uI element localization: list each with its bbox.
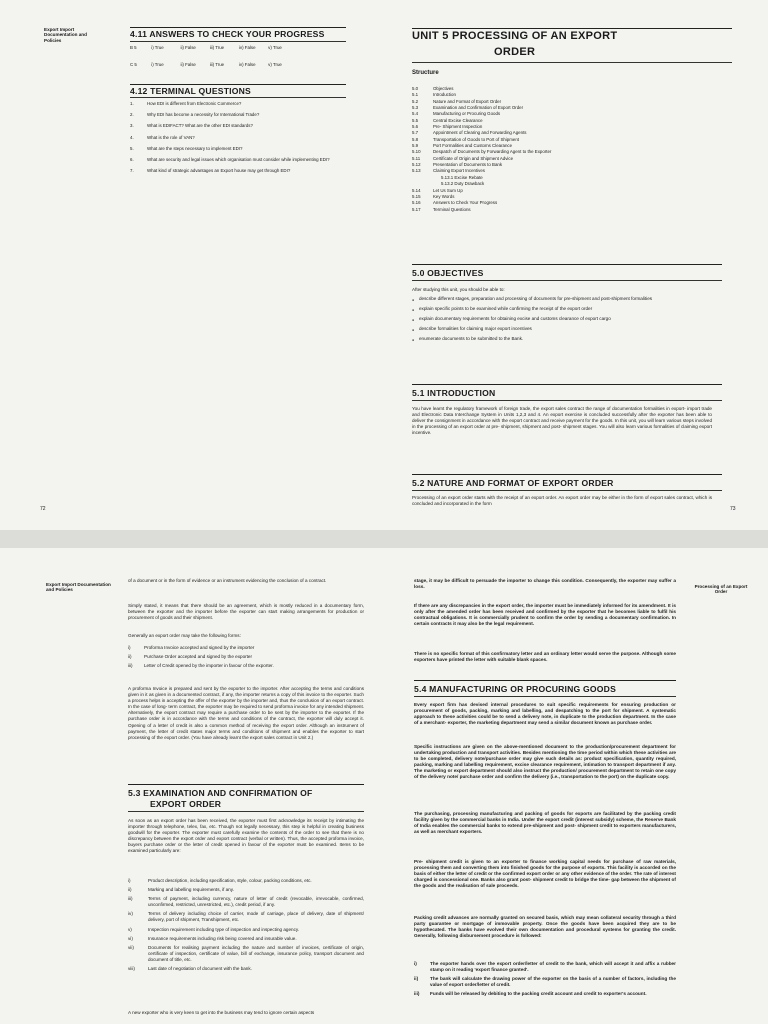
page-73 <box>384 0 768 530</box>
toc-subitem: 5.13.2 Duty Drawback <box>441 181 485 187</box>
heading-rule <box>130 97 346 98</box>
paragraph: Every export firm has devised internal procedures to suit specific requirements for ensuring production or procurement of goods, packing, marking and labelling, and despatching to the port for shipment. A systematic approach to these activities could be to send a delivery note, in duplicate to the production department. In the case of a merchant- exporter, the marketing department may send a similar document known as purchase order. <box>414 702 676 726</box>
toc-item: 5.0 Objectives <box>412 86 454 91</box>
heading-rule <box>412 280 722 281</box>
heading-5-4: 5.4 MANUFACTURING OR PROCURING GOODS <box>414 684 617 694</box>
list-item: i) The exporter hands over the export order/letter of credit to the bank, which will accept it and affix a rubber stamp on it reading 'export finance granted'. <box>414 961 676 973</box>
objective-item: ● describe formalities for claiming major export incentives <box>419 326 709 332</box>
proforma-paragraph: A proforma Invoice is prepared and sent by the exporter to the importer. After accepting the terms and conditions given in it as given in a documented contract, if any, the importer returns a copy of this invoice to the exporter. Such a process helps in accepting the offer of the exporter by the importer and, thus the conclusion of an export contract. In the case of long- term contract, the exporter may be required to send proforma invoice for any intended shipment. Alternatively, the export contract may require a purchase order to be sent by the importer to the exporter. If the purchase order is in accordance with the terms and conditions of the contract, the exporter will duly accept it. Opening of a letter of credit is also a common method of receiving the export order. Although an instrument of payment, the letter of credit states major terms and conditions of shipment and enables the exporter to start processing of the export order. (You have already learnt the export sales contract in Unit 2.) <box>128 686 364 740</box>
paragraph: of a document or in the form of evidence or an instrument evidencing the conclusion of a contract. <box>128 578 327 583</box>
toc-item: 5.3 Examination and Confirmation of Export Order <box>412 105 524 111</box>
unit-title-cont: ORDER <box>494 46 536 58</box>
title-rule <box>412 28 732 29</box>
heading-rule <box>412 384 722 385</box>
paragraph: stage, it may be difficult to persuade the importer to change this condition. Consequently, the exporter may suffer a loss. <box>414 578 676 590</box>
disbursement-steps <box>414 961 676 997</box>
nature-paragraph: Processing of an export order starts with the receipt of an export order. An export order may be either in the form of export sales contract, which is concluded and incorporated in the form <box>412 495 712 507</box>
page-number: 72 <box>40 506 46 512</box>
toc-item: 5.5 Central Excise Clearance <box>412 117 483 123</box>
list-item: vi) Insurance requirements including risk being covered and insurable value. <box>128 935 297 941</box>
toc-item: 5.17 Terminal Questions <box>412 206 471 212</box>
answer-item: v) True <box>268 62 282 67</box>
heading-rule <box>412 264 722 265</box>
question-item: 6. What are security and legal issues which organisation must consider while implementing EDI? <box>130 157 330 163</box>
structure-label: Structure <box>412 70 439 76</box>
heading-rule <box>128 811 364 812</box>
answer-label: B 5 <box>130 45 137 50</box>
toc-item: 5.1 Introduction <box>412 92 456 98</box>
heading-rule <box>130 27 346 28</box>
heading-5-2: 5.2 NATURE AND FORMAT OF EXPORT ORDER <box>412 478 614 488</box>
heading-5-3-cont: EXPORT ORDER <box>150 799 222 809</box>
list-item: i) Proforma Invoice accepted and signed by the importer <box>128 645 255 650</box>
heading-4-12: 4.12 TERMINAL QUESTIONS <box>130 86 251 96</box>
toc-item: 5.15 Key Words <box>412 193 455 199</box>
page-72 <box>0 0 384 530</box>
running-head: Export Import Documentation and Policies <box>46 582 111 593</box>
terminal-questions <box>130 101 345 179</box>
paragraph: The purchasing, processing manufacturing and packing of goods for exports are facilitated by the packing credit facility given by the commercial banks in India. Under the export credit (interest subsidy) scheme, the Reserve Bank of India enables the commercial banks to extend pre-shipment and post- shipment credit to exporters manufacturers, as well as merchant exporters. <box>414 811 676 835</box>
toc-item: 5.7 Appointment of Clearing and Forwarding Agents <box>412 130 527 136</box>
answer-item: ii) False <box>180 45 196 50</box>
list-item: viii) Last date of negotiation of document with the bank. <box>128 966 252 972</box>
objective-item: ● enumerate documents to be submitted to the Bank. <box>419 336 709 342</box>
paragraph: Simply stated, it means that there should be an agreement, which is mostly reduced in a documentary form, between the exporter and the importer before the exporter can start making arrangements for production or procurement of goods and their shipment. <box>128 603 364 621</box>
list-item: v) Inspection requirement including type of inspection and inspecting agency. <box>128 926 300 932</box>
objective-item: ● describe different stages, preparation and processing of documents for pre-shipment and post-shipment formalities <box>419 296 709 302</box>
toc-item: 5.13 Claiming Export Incentives <box>412 168 485 174</box>
toc-item: 5.6 Pre- Shipment Inspection <box>412 124 483 130</box>
heading-5-3: 5.3 EXAMINATION AND CONFIRMATION OF <box>128 788 313 798</box>
paragraph: If there are any discrepancies in the export order, the importer must be immediately informed for its amendment. It is only after the amended order has been received and confirmed by the exporter that he becomes liable to fulfil his contractual obligations. It is commercially prudent to confirm the order by sending a documentary confirmation. In certain contracts it may also be the legal requirement. <box>414 603 676 627</box>
heading-rule <box>130 84 346 85</box>
page-number: 73 <box>730 506 736 512</box>
paragraph: Pre- shipment credit is given to an exporter to finance working capital needs for purchase of raw materials, processing them and converting them into finished goods for the purpose of exports. This facility is accorded on the basis of either the letter of credit or the confirmed export order or any other evidence of the order. The rate of interest charged is concessional one. Banks also grant post- shipment credit to bridge the time- gap between the shipment of the goods and the realisation of sale proceeds. <box>414 859 676 889</box>
heading-5-1: 5.1 INTRODUCTION <box>412 388 496 398</box>
list-item: iii) Terms of payment, including currency, nature of letter of credit (revocable, irrevocable, confirmed, unconfirmed, restricted, unrestricted, etc.), credit period, if any. <box>128 896 364 908</box>
heading-rule <box>412 400 722 401</box>
paragraph: Packing credit advances are normally granted on secured basis, which may mean collateral security through a third party guarantee or mortgage of immovable property. Once the goods have been acquired they are to be hypothecated. The banks have evolved their own documentation and procedural systems for granting the credit. Generally, following disbursement procedure is followed: <box>414 915 676 939</box>
toc-item: 5.10 Despatch of Documents by Forwarding Agent to the Exporter <box>412 149 552 155</box>
paragraph: Specific instructions are given on the above-mentioned document to the production/procurement department for undertaking production and transport activities. Besides mentioning the time period within which these activities are to be completed, delivery note/purchase order may give such details as: product specification, quantity required, packing, marking and labelling requirement, excise clearance requirement, intimation to transport department if any. The marketing or export department should also instruct the production/ procurement department to retain one copy of the delivery note/ purchase order and confirm the delivery (i.e., transportation to the port) on the duplicate copy. <box>414 744 676 780</box>
heading-4-11: 4.11 ANSWERS TO CHECK YOUR PROGRESS <box>130 29 325 39</box>
toc-item: 5.16 Answers to Check Your Progress <box>412 200 498 206</box>
list-item: iv) Terms of delivery including choice of carrier, mode of carriage, place of delivery, date of shipment/ delivery, port of shipment, Transhipment, etc. <box>128 911 364 923</box>
heading-rule <box>128 784 364 785</box>
page-75 <box>384 548 768 1024</box>
page-gutter <box>0 530 768 548</box>
question-item: 5. What are the steps necessary to implement EDI? <box>130 145 243 151</box>
list-item: ii) Marking and labelling requirements, if any. <box>128 887 234 893</box>
question-item: 7. What kind of strategic advantages an Export house may get through EDI? <box>130 168 291 174</box>
toc-item: 5.12 Presentation of Documents to Bank <box>412 162 503 168</box>
paragraph: Generally an export order may take the following forms: <box>128 633 241 638</box>
list-item: iii) Funds will be released by debiting to the packing credit account and credit to exporter's account. <box>414 991 647 997</box>
answer-item: ii) False <box>180 62 196 67</box>
answer-item: iv) False <box>238 62 256 67</box>
list-item: ii) The bank will calculate the drawing power of the exporter on the basis of a number of factors, including the value of export order/letter of credit. <box>414 976 676 988</box>
toc-item: 5.11 Certificate of Origin and Shipment Advice <box>412 155 514 161</box>
table-of-contents <box>412 86 712 213</box>
list-item: iii) Letter of Credit opened by the importer in favour of the exporter. <box>128 663 274 669</box>
running-head: Export Import Documentation and Policies <box>44 27 87 43</box>
unit-title: UNIT 5 PROCESSING OF AN EXPORT <box>412 30 618 42</box>
page-74 <box>0 548 384 1024</box>
export-order-forms <box>128 645 364 669</box>
toc-item: 5.14 Let Us Sum Up <box>412 187 463 193</box>
examination-paragraph: As soon as an export order has been received, the exporter must first acknowledge its receipt by intimating the importer through telephone, telex, fax, etc. Though not legally necessary, this step is helpful in creating business goodwill for the exporter. The exporter must carefully examine the contents of the order to see that there is no discrepancy between the export order and export contract (verbal or written). Thus, the accepted proforma invoice, buyers purchase order or the letter of credit opened in favour of the exporter must be examined. Items to be examined particularly are: <box>128 818 364 854</box>
list-item: vii) Documents for realising payment including the nature and number of invoices, certificate of origin, certificate of inspection, certificate of value, bill of exchange, insurance policy, transport document and document of title, etc. <box>128 944 364 962</box>
list-item: ii) Purchase Order accepted and signed by the exporter <box>128 654 253 660</box>
toc-item: 5.9 Port Formalities and Customs Clearance <box>412 143 513 149</box>
objective-item: ● explain specific points to be examined while confirming the receipt of the export order <box>419 306 709 312</box>
list-item: i) Product description, including specification, style, colour, packing conditions, etc. <box>128 878 312 883</box>
question-item: 3. What is EDIFACT? What are the other EDI standards? <box>130 123 253 129</box>
heading-rule <box>130 41 346 42</box>
heading-5-0: 5.0 OBJECTIVES <box>412 268 484 278</box>
paragraph: There is no specific format of this confirmatory letter and an ordinary letter would serve the purpose. Although some exporters have printed the letter with suitable blank spaces. <box>414 651 676 663</box>
answer-item: iii) True <box>209 62 225 67</box>
toc-item: 5.8 Transportation of Goods to Port of Shipment <box>412 136 519 142</box>
answer-item: iv) False <box>238 45 256 50</box>
examination-items <box>128 878 364 972</box>
running-head: Processing of an Export Order <box>694 584 748 595</box>
toc-item: 5.4 Manufacturing or Procuring Goods <box>412 111 501 117</box>
title-rule <box>412 62 732 63</box>
answers-b5 <box>130 45 340 51</box>
heading-rule <box>414 696 676 697</box>
objective-item: ● explain documentary requirements for obtaining excise and customs clearance of export cargo <box>419 316 709 322</box>
objectives-intro: After studying this unit, you should be able to: <box>412 287 505 292</box>
answer-item: i) True <box>151 45 164 50</box>
answer-item: v) True <box>268 45 282 50</box>
answer-label: C 5 <box>130 62 137 67</box>
question-item: 2. Why EDI has become a necessity for International Trade? <box>130 112 260 118</box>
toc-subitem: 5.13.1 Excise Rebate <box>441 174 483 180</box>
answer-item: iii) True <box>209 45 225 50</box>
question-item: 4. What is the role of VAN? <box>130 134 195 140</box>
heading-rule <box>414 680 676 681</box>
question-item: 1. How EDI is different from Electronic Commerce? <box>130 101 242 106</box>
answers-c5 <box>130 62 340 68</box>
intro-paragraph: You have learnt the regulatory framework of foreign trade, the export sales contract the range of documentation formalities in export- import trade and Electronic Data Interchange System in Units 1,2,3 and 4. An export exercise is concluded successfully after the exporter has been able to deliver the consignment in accordance with the export contract and receive payment for the goods. In this unit, you will learn various steps involved in the processing of an export order at pre- shipment, shipment and post- shipment stages. You will also learn various formalities of claiming export incentive. <box>412 406 712 436</box>
paragraph: A new exporter who is very keen to get into the business may tend to ignore certain aspects <box>128 1010 315 1015</box>
toc-item: 5.2 Nature and Format of Export Order <box>412 98 502 104</box>
heading-rule <box>412 490 722 491</box>
objectives-list <box>419 296 709 342</box>
answer-item: i) True <box>151 62 164 67</box>
heading-rule <box>412 474 722 475</box>
